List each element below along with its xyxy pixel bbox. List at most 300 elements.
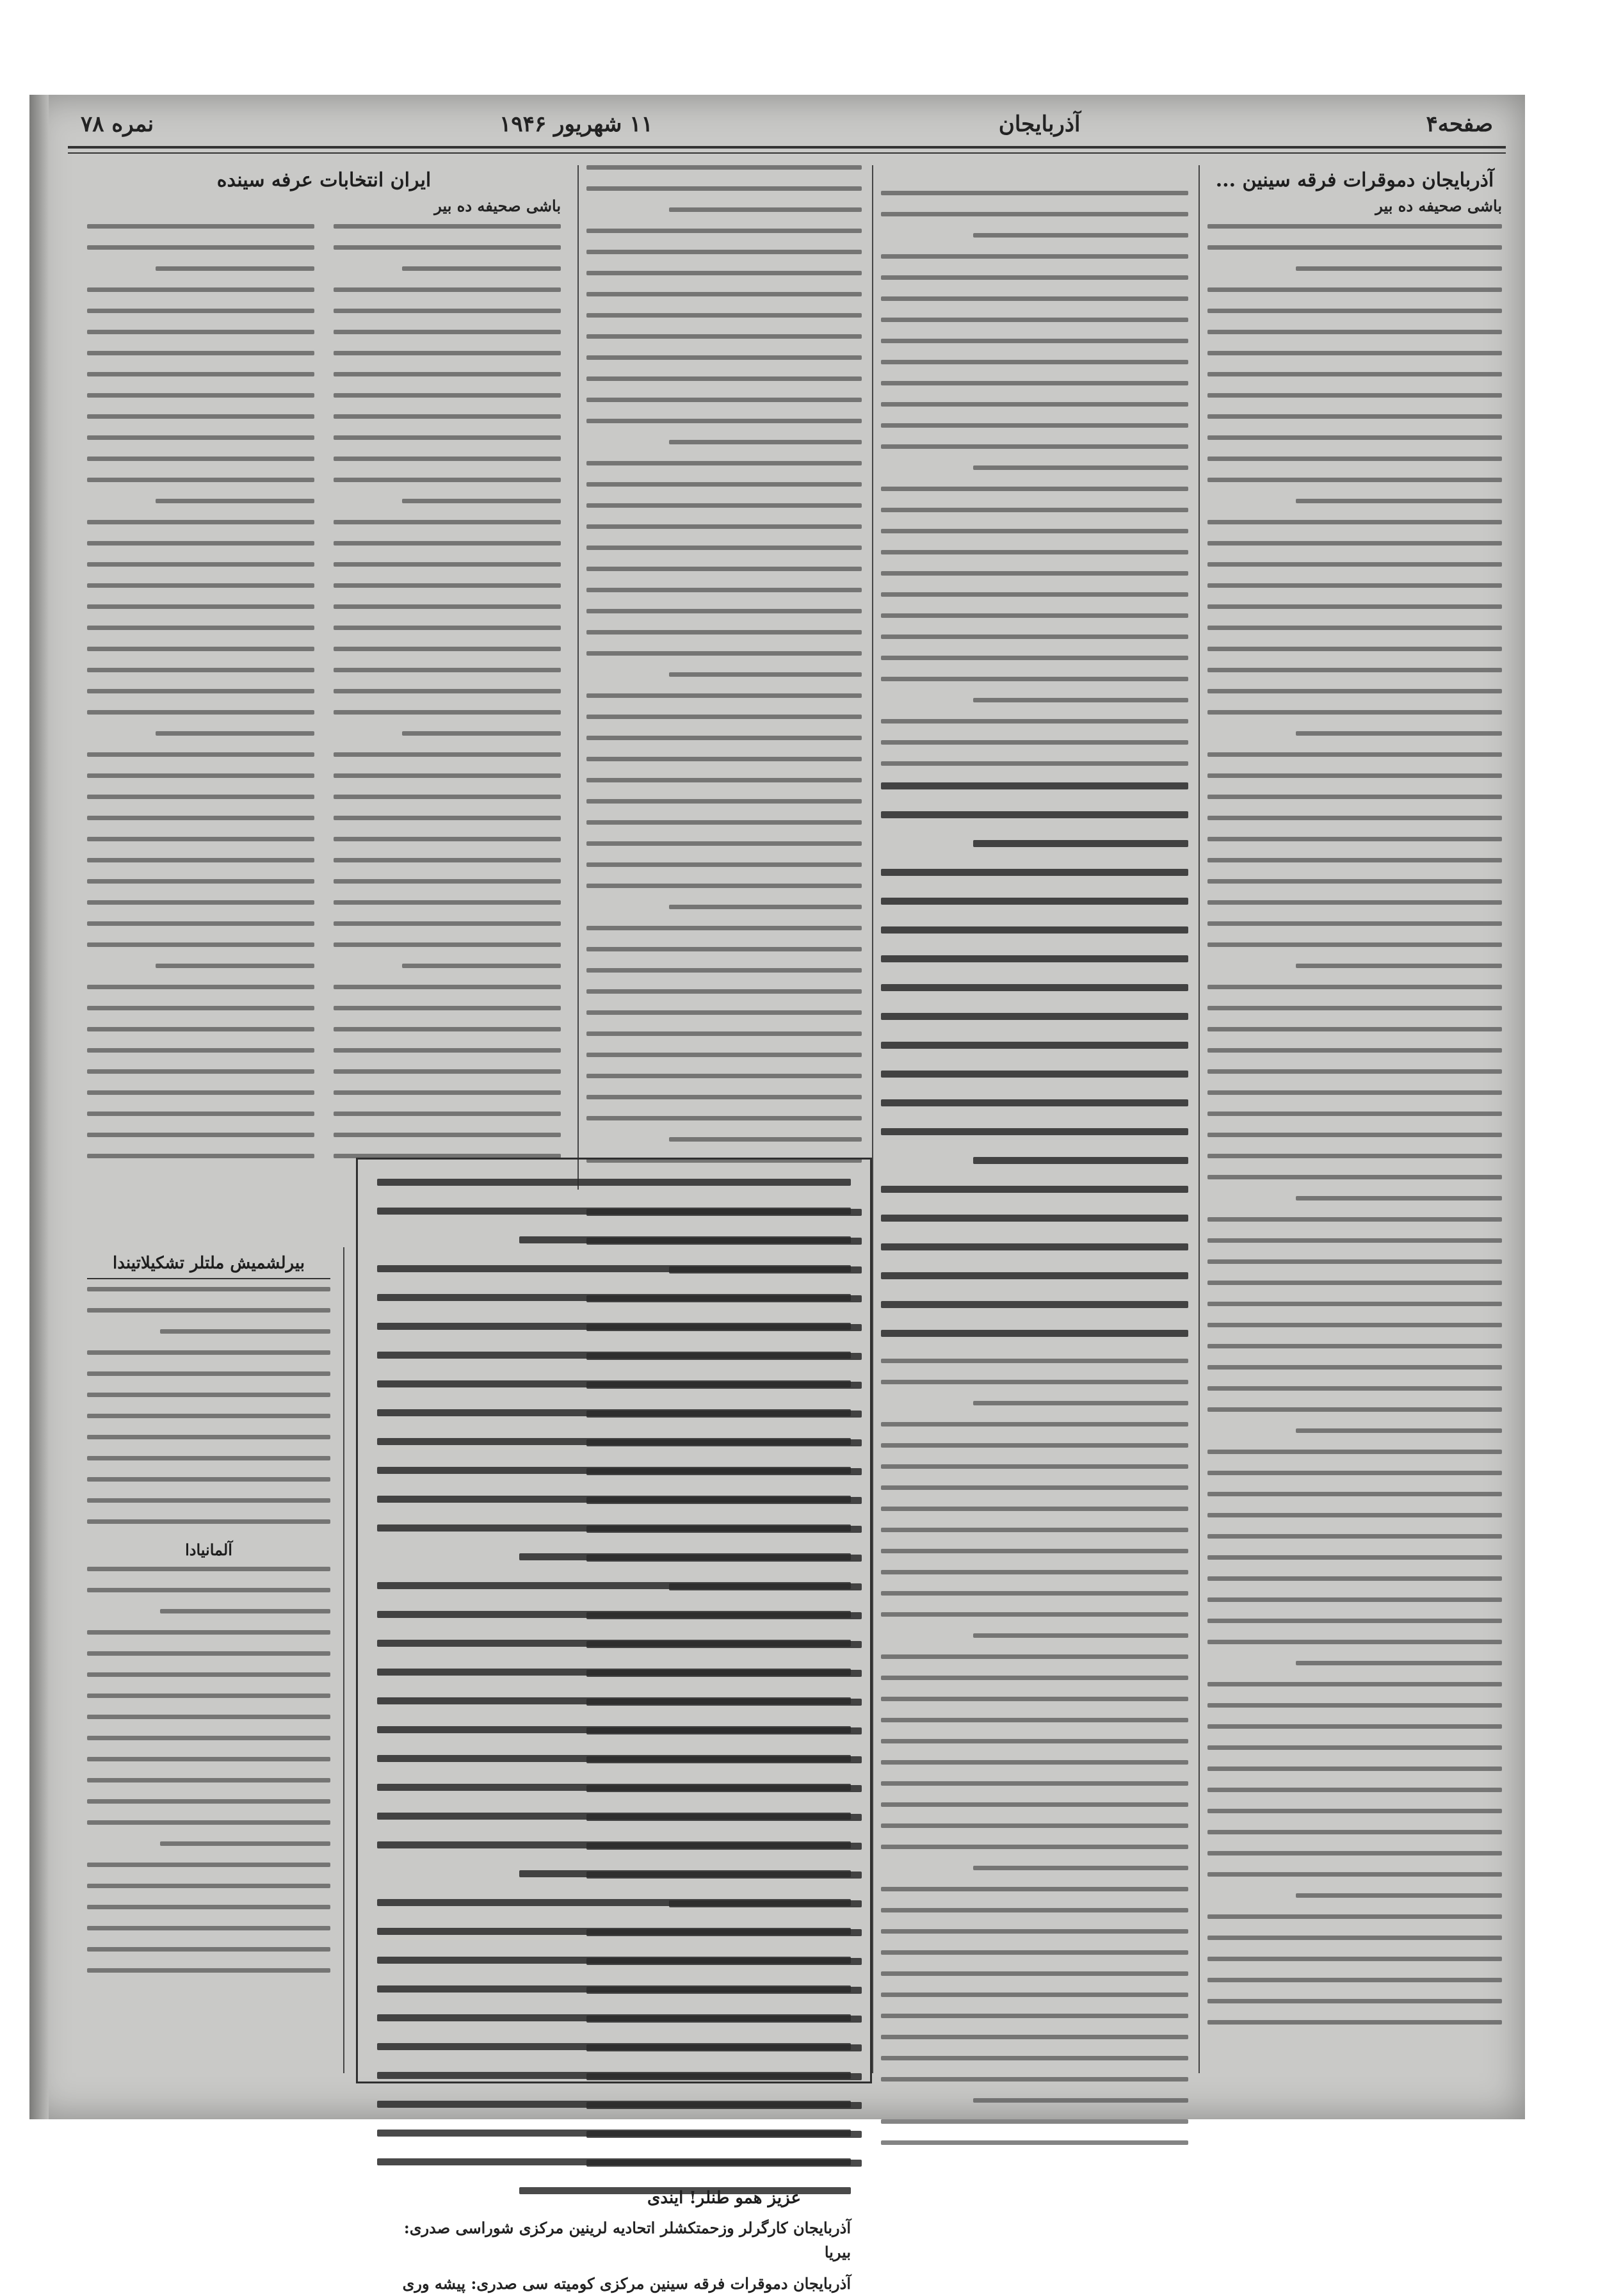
text-line bbox=[1207, 1851, 1502, 1855]
text-line bbox=[87, 1414, 330, 1418]
text-line bbox=[334, 457, 561, 461]
text-line bbox=[87, 921, 314, 926]
text-line bbox=[87, 668, 314, 672]
text-line bbox=[586, 398, 862, 402]
text-line bbox=[881, 1971, 1188, 1976]
text-line bbox=[87, 1820, 330, 1825]
text-line bbox=[334, 795, 561, 799]
text-line bbox=[87, 1715, 330, 1719]
text-line bbox=[586, 2073, 862, 2080]
text-line bbox=[586, 1238, 862, 1245]
signature-2: آذربایجان دموقرات فرقه سینین مرکزی کومیته سی صدری: پیشه وری bbox=[402, 2274, 851, 2293]
text-line bbox=[881, 1071, 1188, 1078]
text-line bbox=[1207, 351, 1502, 355]
text-line bbox=[87, 1968, 330, 1973]
text-line bbox=[1207, 837, 1502, 841]
paper-title: آذربایجان bbox=[998, 111, 1081, 137]
text-line bbox=[1207, 457, 1502, 461]
text-line bbox=[586, 968, 862, 973]
text-line bbox=[1207, 1555, 1502, 1560]
text-line bbox=[87, 245, 314, 250]
text-line bbox=[1207, 245, 1502, 250]
text-line bbox=[1207, 879, 1502, 884]
text-line bbox=[586, 736, 862, 740]
text-line bbox=[1296, 1661, 1502, 1665]
text-line bbox=[377, 1179, 851, 1186]
text-line bbox=[586, 693, 862, 698]
page-number: صفحه۴ bbox=[1426, 111, 1493, 137]
text-line bbox=[1207, 689, 1502, 693]
text-line bbox=[881, 1359, 1188, 1363]
text-line bbox=[881, 1612, 1188, 1617]
text-line bbox=[586, 313, 862, 318]
text-line bbox=[973, 840, 1188, 847]
text-line bbox=[973, 1866, 1188, 1870]
text-line bbox=[87, 393, 314, 398]
text-line bbox=[1207, 435, 1502, 440]
text-line bbox=[881, 761, 1188, 766]
text-line bbox=[586, 1670, 862, 1677]
text-line bbox=[402, 499, 561, 503]
column-3-bold-text bbox=[586, 1209, 862, 2167]
text-line bbox=[160, 1841, 330, 1846]
text-line bbox=[1207, 773, 1502, 778]
text-line bbox=[586, 1612, 862, 1619]
text-line bbox=[1207, 520, 1502, 524]
text-line bbox=[1296, 731, 1502, 736]
text-line bbox=[1207, 668, 1502, 672]
text-line bbox=[87, 520, 314, 524]
text-line bbox=[402, 964, 561, 968]
text-line bbox=[973, 1633, 1188, 1638]
text-line bbox=[586, 355, 862, 360]
text-line bbox=[87, 1006, 314, 1010]
text-line bbox=[87, 330, 314, 334]
text-line bbox=[87, 1778, 330, 1783]
text-line bbox=[1207, 1238, 1502, 1243]
text-line bbox=[586, 2160, 862, 2167]
text-line bbox=[586, 1353, 862, 1360]
text-line bbox=[586, 1727, 862, 1734]
text-line bbox=[881, 1570, 1188, 1574]
text-line bbox=[334, 1027, 561, 1031]
text-line bbox=[1207, 1936, 1502, 1940]
column-4-text-b bbox=[87, 224, 314, 1175]
text-line bbox=[1207, 985, 1502, 989]
text-line bbox=[881, 1654, 1188, 1659]
text-line bbox=[1207, 816, 1502, 820]
text-line bbox=[334, 287, 561, 292]
text-line bbox=[87, 457, 314, 461]
column-5-text-lower bbox=[87, 1567, 330, 1973]
issue-number: نمره ۷۸ bbox=[81, 111, 154, 137]
text-line bbox=[586, 757, 862, 761]
text-line bbox=[1207, 309, 1502, 313]
text-line bbox=[1207, 647, 1502, 651]
text-line bbox=[87, 1456, 330, 1460]
text-line bbox=[334, 562, 561, 567]
text-line bbox=[1207, 1914, 1502, 1919]
text-line bbox=[334, 541, 561, 546]
text-line bbox=[881, 1485, 1188, 1490]
text-line bbox=[586, 799, 862, 804]
text-line bbox=[1207, 1872, 1502, 1877]
text-line bbox=[586, 989, 862, 994]
text-line bbox=[1207, 330, 1502, 334]
text-line bbox=[1207, 752, 1502, 757]
text-line bbox=[87, 900, 314, 905]
text-line bbox=[881, 740, 1188, 745]
text-line bbox=[586, 926, 862, 930]
text-line bbox=[87, 1027, 314, 1031]
text-line bbox=[586, 1411, 862, 1418]
text-line bbox=[881, 1301, 1188, 1308]
text-line bbox=[1207, 626, 1502, 630]
text-line bbox=[334, 985, 561, 989]
text-line bbox=[87, 837, 314, 841]
text-line bbox=[87, 1630, 330, 1635]
text-line bbox=[1207, 414, 1502, 419]
text-line bbox=[669, 1137, 862, 1142]
text-line bbox=[160, 1329, 330, 1334]
text-line bbox=[586, 186, 862, 191]
text-line bbox=[881, 1845, 1188, 1849]
text-line bbox=[1207, 1175, 1502, 1179]
closing-line: عزیز همو طنلر! ایندی bbox=[647, 2188, 801, 2208]
text-line bbox=[334, 858, 561, 862]
text-line bbox=[586, 588, 862, 592]
text-line bbox=[87, 604, 314, 609]
text-line bbox=[1207, 1597, 1502, 1602]
text-line bbox=[881, 191, 1188, 195]
text-line bbox=[87, 1069, 314, 1074]
text-line bbox=[586, 165, 862, 170]
text-line bbox=[669, 672, 862, 677]
text-line bbox=[586, 1010, 862, 1015]
signature-1: آذربایجان کارگرلر وزحمتکشلر اتحادیه لرینین مرکزی شوراسی صدری: بیریا bbox=[403, 2219, 851, 2262]
text-line bbox=[87, 1926, 330, 1930]
text-line bbox=[586, 1987, 862, 1994]
column-5-subhead: آلمانیادا bbox=[185, 1540, 232, 1559]
text-line bbox=[1207, 921, 1502, 926]
text-line bbox=[334, 351, 561, 355]
text-line bbox=[87, 435, 314, 440]
text-line bbox=[881, 1443, 1188, 1448]
text-line bbox=[881, 677, 1188, 681]
text-line bbox=[1207, 372, 1502, 376]
text-line bbox=[1207, 1386, 1502, 1391]
text-line bbox=[586, 271, 862, 275]
text-line bbox=[1207, 1407, 1502, 1412]
text-line bbox=[586, 1095, 862, 1099]
text-line bbox=[586, 482, 862, 487]
text-line bbox=[87, 1567, 330, 1571]
text-line bbox=[1207, 2020, 1502, 2025]
text-line bbox=[669, 905, 862, 909]
text-line bbox=[881, 1186, 1188, 1193]
text-line bbox=[586, 841, 862, 846]
text-line bbox=[1207, 583, 1502, 588]
text-line bbox=[1207, 1365, 1502, 1370]
text-line bbox=[87, 795, 314, 799]
text-line bbox=[881, 508, 1188, 512]
text-line bbox=[1207, 900, 1502, 905]
text-line bbox=[881, 898, 1188, 905]
text-line bbox=[334, 245, 561, 250]
text-line bbox=[87, 1736, 330, 1740]
text-line bbox=[973, 2098, 1188, 2103]
text-line bbox=[586, 1074, 862, 1078]
text-line bbox=[881, 1781, 1188, 1786]
header-rule bbox=[68, 146, 1506, 149]
text-line bbox=[881, 1330, 1188, 1337]
text-line bbox=[881, 212, 1188, 216]
column-4-subhead: باشی صحیفه ده بیر bbox=[434, 197, 561, 215]
text-line bbox=[87, 1112, 314, 1116]
text-line bbox=[881, 1676, 1188, 1680]
text-line bbox=[87, 985, 314, 989]
text-line bbox=[87, 647, 314, 651]
text-line bbox=[1207, 1534, 1502, 1539]
text-line bbox=[1207, 604, 1502, 609]
text-line bbox=[586, 292, 862, 296]
text-line bbox=[881, 550, 1188, 554]
text-line bbox=[881, 2056, 1188, 2060]
text-line bbox=[881, 635, 1188, 639]
text-line bbox=[881, 613, 1188, 618]
text-line bbox=[586, 503, 862, 508]
text-line bbox=[87, 1863, 330, 1867]
text-line bbox=[87, 287, 314, 292]
column-3-text bbox=[586, 165, 862, 1163]
text-line bbox=[881, 1739, 1188, 1743]
text-line bbox=[586, 334, 862, 339]
text-line bbox=[334, 816, 561, 820]
text-line bbox=[334, 330, 561, 334]
text-line bbox=[881, 926, 1188, 934]
text-line bbox=[881, 2140, 1188, 2145]
text-line bbox=[973, 698, 1188, 702]
text-line bbox=[586, 778, 862, 782]
text-line bbox=[973, 1401, 1188, 1405]
text-line bbox=[334, 752, 561, 757]
column-rule bbox=[1198, 165, 1200, 2073]
text-line bbox=[334, 1069, 561, 1074]
column-1-subhead: باشی صحیفه ده بیر bbox=[1375, 197, 1502, 215]
text-line bbox=[87, 351, 314, 355]
text-line bbox=[881, 1823, 1188, 1828]
text-line bbox=[881, 1464, 1188, 1469]
text-line bbox=[881, 955, 1188, 962]
text-line bbox=[1207, 393, 1502, 398]
text-line bbox=[334, 837, 561, 841]
text-line bbox=[1207, 1978, 1502, 1982]
text-line bbox=[881, 529, 1188, 533]
text-line bbox=[1207, 1640, 1502, 1644]
text-line bbox=[334, 604, 561, 609]
text-line bbox=[1207, 1492, 1502, 1496]
text-line bbox=[881, 984, 1188, 991]
text-line bbox=[669, 207, 862, 212]
text-line bbox=[973, 1157, 1188, 1164]
text-line bbox=[881, 811, 1188, 818]
text-line bbox=[881, 444, 1188, 449]
text-line bbox=[881, 1042, 1188, 1049]
text-line bbox=[1207, 1217, 1502, 1222]
text-line bbox=[586, 862, 862, 867]
text-line bbox=[334, 921, 561, 926]
text-line bbox=[87, 224, 314, 229]
text-line bbox=[881, 360, 1188, 364]
text-line bbox=[87, 1133, 314, 1137]
text-line bbox=[87, 1519, 330, 1524]
column-4 bbox=[87, 165, 561, 1190]
newspaper-scan bbox=[29, 95, 1525, 2293]
text-line bbox=[1207, 1450, 1502, 1454]
text-line bbox=[586, 1814, 862, 1821]
text-line bbox=[402, 731, 561, 736]
text-line bbox=[586, 567, 862, 571]
text-line bbox=[881, 782, 1188, 789]
text-line bbox=[669, 1266, 862, 1273]
text-line bbox=[586, 1053, 862, 1057]
text-line bbox=[881, 2014, 1188, 2018]
text-line bbox=[669, 440, 862, 444]
text-line bbox=[586, 229, 862, 233]
text-line bbox=[881, 1993, 1188, 1997]
text-line bbox=[586, 1756, 862, 1763]
text-line bbox=[87, 1308, 330, 1313]
text-line bbox=[881, 592, 1188, 597]
text-line bbox=[881, 869, 1188, 876]
text-line bbox=[87, 1393, 330, 1397]
text-line bbox=[87, 1477, 330, 1482]
text-line bbox=[87, 414, 314, 419]
text-line bbox=[881, 571, 1188, 576]
text-line bbox=[156, 499, 315, 503]
text-line bbox=[881, 1929, 1188, 1934]
text-line bbox=[87, 689, 314, 693]
text-line bbox=[1207, 1259, 1502, 1264]
text-line bbox=[1207, 1999, 1502, 2003]
text-line bbox=[334, 393, 561, 398]
column-rule bbox=[343, 1247, 344, 2073]
text-line bbox=[87, 752, 314, 757]
text-line bbox=[1207, 1281, 1502, 1285]
text-line bbox=[586, 651, 862, 656]
text-line bbox=[586, 1641, 862, 1648]
text-line bbox=[1207, 1048, 1502, 1053]
text-line bbox=[586, 376, 862, 381]
text-line bbox=[586, 715, 862, 719]
text-line bbox=[1296, 1893, 1502, 1898]
text-line bbox=[881, 719, 1188, 724]
text-line bbox=[87, 1287, 330, 1291]
text-line bbox=[1207, 1006, 1502, 1010]
text-line bbox=[881, 1697, 1188, 1701]
text-line bbox=[1207, 1766, 1502, 1771]
text-line bbox=[87, 1672, 330, 1677]
text-line bbox=[334, 309, 561, 313]
text-line bbox=[1207, 478, 1502, 482]
text-line bbox=[87, 583, 314, 588]
text-line bbox=[973, 465, 1188, 470]
text-line bbox=[586, 1209, 862, 1216]
text-line bbox=[881, 1802, 1188, 1807]
text-line bbox=[881, 1549, 1188, 1553]
text-line bbox=[1207, 1069, 1502, 1074]
text-line bbox=[881, 1760, 1188, 1765]
text-line bbox=[87, 1090, 314, 1095]
column-5-headline: بیرلشمیش ملتلر تشکیلاتیندا bbox=[87, 1254, 330, 1279]
text-line bbox=[881, 487, 1188, 491]
text-line bbox=[1207, 1302, 1502, 1306]
text-line bbox=[87, 1371, 330, 1376]
text-line bbox=[334, 942, 561, 947]
text-line bbox=[334, 626, 561, 630]
text-line bbox=[1296, 1428, 1502, 1433]
text-line bbox=[881, 656, 1188, 660]
text-line bbox=[1207, 287, 1502, 292]
text-line bbox=[881, 254, 1188, 259]
text-line bbox=[586, 546, 862, 550]
text-line bbox=[586, 1843, 862, 1850]
text-line bbox=[160, 1609, 330, 1613]
text-line bbox=[586, 1031, 862, 1036]
text-line bbox=[881, 1013, 1188, 1020]
text-line bbox=[881, 339, 1188, 343]
text-line bbox=[881, 1950, 1188, 1955]
text-line bbox=[881, 2119, 1188, 2124]
text-line bbox=[334, 668, 561, 672]
text-line bbox=[669, 1900, 862, 1907]
text-line bbox=[586, 1699, 862, 1706]
text-line bbox=[87, 816, 314, 820]
text-line bbox=[881, 1099, 1188, 1106]
text-line bbox=[87, 1694, 330, 1698]
text-line bbox=[334, 372, 561, 376]
text-line bbox=[1207, 224, 1502, 229]
text-line bbox=[87, 1651, 330, 1656]
text-line bbox=[1296, 964, 1502, 968]
text-line bbox=[1207, 1090, 1502, 1095]
text-line bbox=[334, 478, 561, 482]
column-rule bbox=[577, 165, 579, 1190]
text-line bbox=[87, 1947, 330, 1952]
text-line bbox=[334, 583, 561, 588]
scan-edge bbox=[29, 95, 49, 2119]
text-line bbox=[586, 630, 862, 635]
text-line bbox=[1207, 1576, 1502, 1581]
column-4-text-a bbox=[334, 224, 561, 1175]
text-line bbox=[586, 2044, 862, 2051]
text-line bbox=[881, 1380, 1188, 1384]
text-line bbox=[156, 964, 315, 968]
text-line bbox=[586, 1872, 862, 1879]
text-line bbox=[586, 1958, 862, 1965]
text-line bbox=[1207, 1745, 1502, 1750]
column-3 bbox=[586, 165, 862, 1202]
text-line bbox=[881, 2077, 1188, 2082]
text-line bbox=[1207, 1788, 1502, 1792]
text-line bbox=[881, 1215, 1188, 1222]
text-line bbox=[586, 250, 862, 254]
text-line bbox=[334, 1112, 561, 1116]
text-line bbox=[334, 1006, 561, 1010]
text-line bbox=[1207, 1830, 1502, 1834]
text-line bbox=[1207, 1027, 1502, 1031]
text-line bbox=[87, 372, 314, 376]
